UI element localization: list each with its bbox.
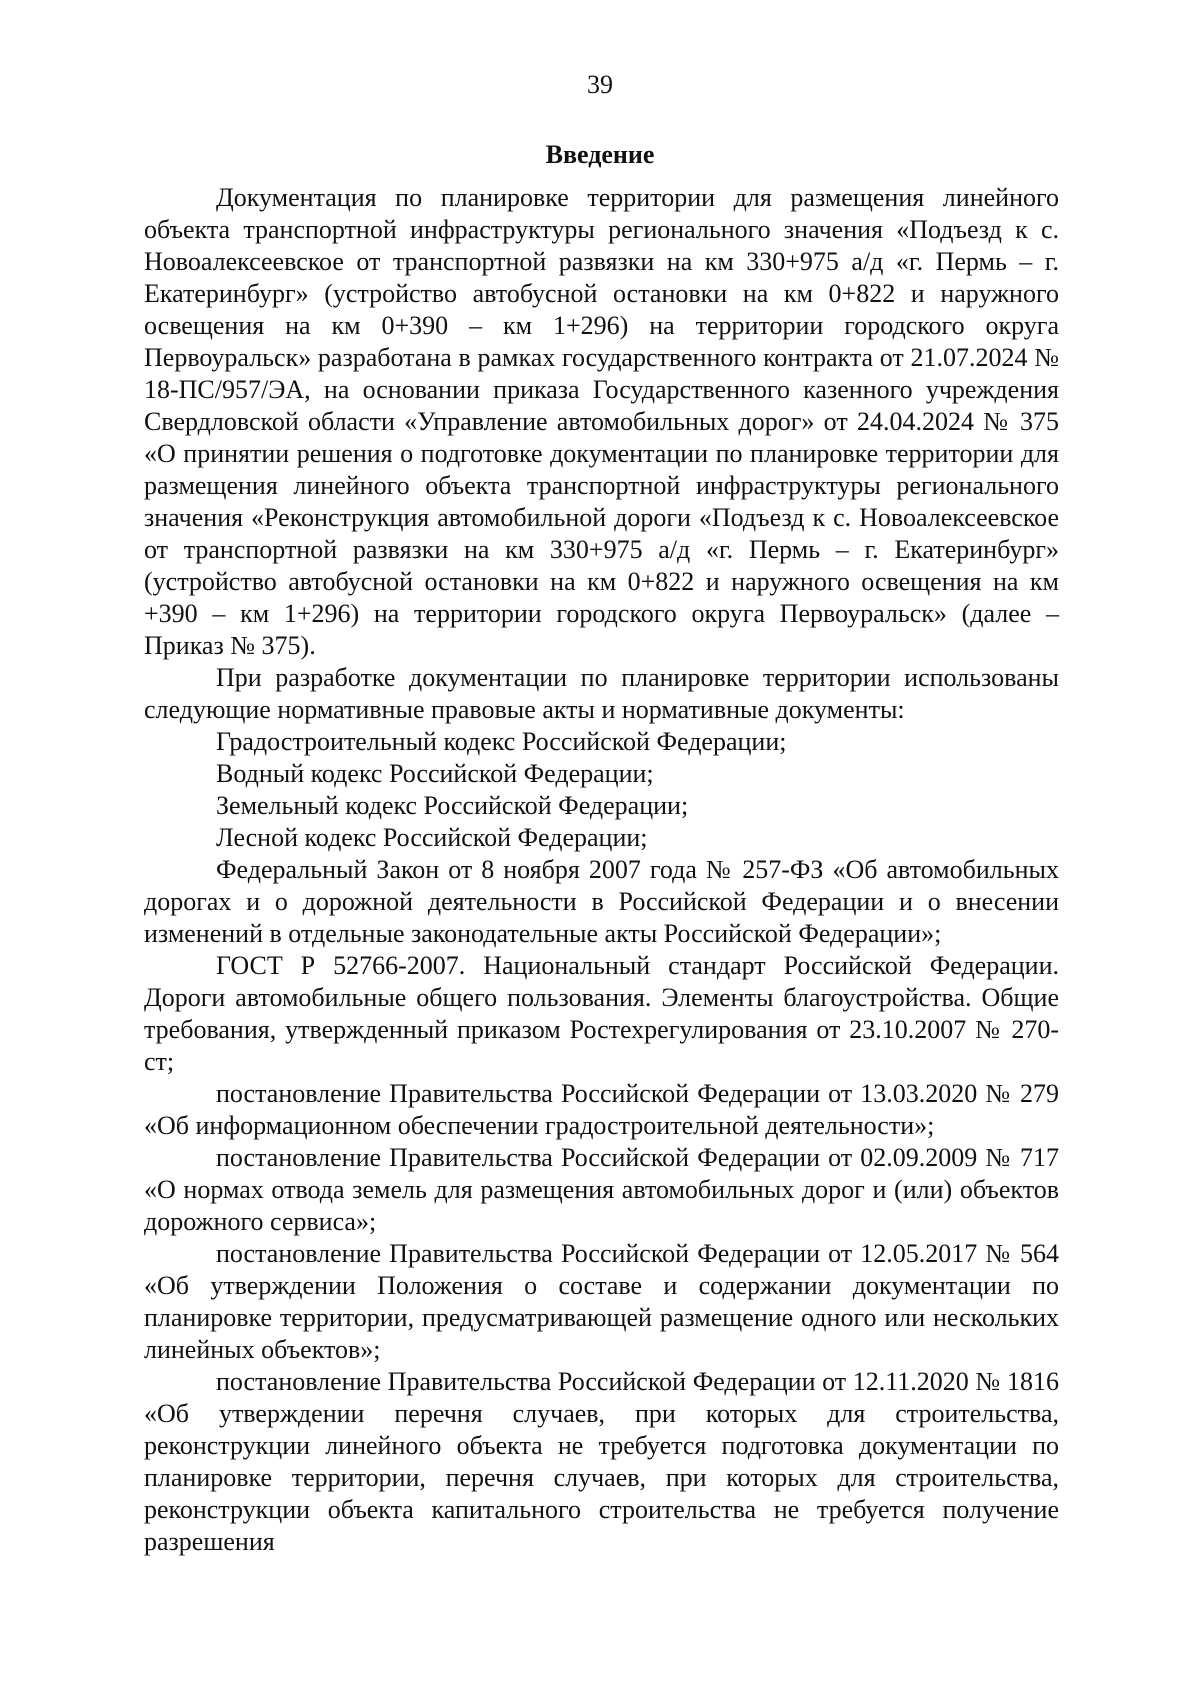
list-item-federal-law-257: Федеральный Закон от 8 ноября 2007 года № 257-ФЗ «Об автомобильных дорогах и о дорожной деятельности в Российской Федерации и о внесении изменений в отдельные законодательные акты Российской Федерации»; bbox=[144, 855, 1059, 948]
list-item-resolution-564: постановление Правительства Российской Федерации от 12.05.2017 № 564 «Об утверждении Положения о составе и содержании документации по планировке территории, предусматривающей размещение одного или нескольких линейных объектов»; bbox=[144, 1239, 1059, 1364]
list-item-urban-planning-code: Градостроительный кодекс Российской Федерации; bbox=[216, 727, 787, 756]
paragraph-introduction: Документация по планировке территории для размещения линейного объекта транспортной инфраструктуры регионального значения «Подъезд к с. Новоалексеевское от транспортной развязки на км 330+975 а/д «г. Пермь – г. Екатеринбург» (устройство автобусной остановки на км 0+822 и наружного освещения на км 0+390 – км 1+296) на территории городского округа Первоуральск» разработана в рамках государственного контракта от 21.07.2024 № 18-ПС/957/ЭА, на основании приказа Государственного казенного учреждения Свердловской области «Управление автомобильных дорог» от 24.04.2024 № 375 «О принятии решения о подготовке документации по планировке территории для размещения линейного объекта транспортной инфраструктуры регионального значения «Реконструкция автомобильной дороги «Подъезд к с. Новоалексеевское от транспортной развязки на км 330+975 а/д «г. Пермь – г. Екатеринбург» (устройство автобусной остановки на км 0+822 и наружного освещения на км +390 – км 1+296) на территории городского округа Первоуральск» (далее – Приказ № 375). bbox=[144, 183, 1059, 660]
page-number: 39 bbox=[587, 70, 613, 99]
list-item-gost-52766: ГОСТ Р 52766-2007. Национальный стандарт Российской Федерации. Дороги автомобильные общего пользования. Элементы благоустройства. Общие требования, утвержденный приказом Ростехрегулирования от 23.10.2007 № 270-ст; bbox=[144, 951, 1059, 1076]
document-body bbox=[144, 182, 1059, 1558]
list-item-resolution-1816: постановление Правительства Российской Федерации от 12.11.2020 № 1816 «Об утверждении перечня случаев, при которых для строительства, реконструкции линейного объекта не требуется подготовка документации по планировке территории, перечня случаев, при которых для строительства, реконструкции объекта капитального строительства не требуется получение разрешения bbox=[144, 1367, 1059, 1556]
list-item-forest-code: Лесной кодекс Российской Федерации; bbox=[216, 823, 648, 852]
list-item-water-code: Водный кодекс Российской Федерации; bbox=[216, 759, 654, 788]
list-item-resolution-717: постановление Правительства Российской Федерации от 02.09.2009 № 717 «О нормах отвода земель для размещения автомобильных дорог и (или) объектов дорожного сервиса»; bbox=[144, 1143, 1059, 1236]
section-heading: Введение bbox=[545, 140, 655, 169]
list-item-resolution-279: постановление Правительства Российской Федерации от 13.03.2020 № 279 «Об информационном обеспечении градостроительной деятельности»; bbox=[144, 1079, 1059, 1140]
list-item-land-code: Земельный кодекс Российской Федерации; bbox=[216, 791, 689, 820]
paragraph-regulations-intro: При разработке документации по планировке территории использованы следующие нормативные правовые акты и нормативные документы: bbox=[144, 663, 1059, 724]
